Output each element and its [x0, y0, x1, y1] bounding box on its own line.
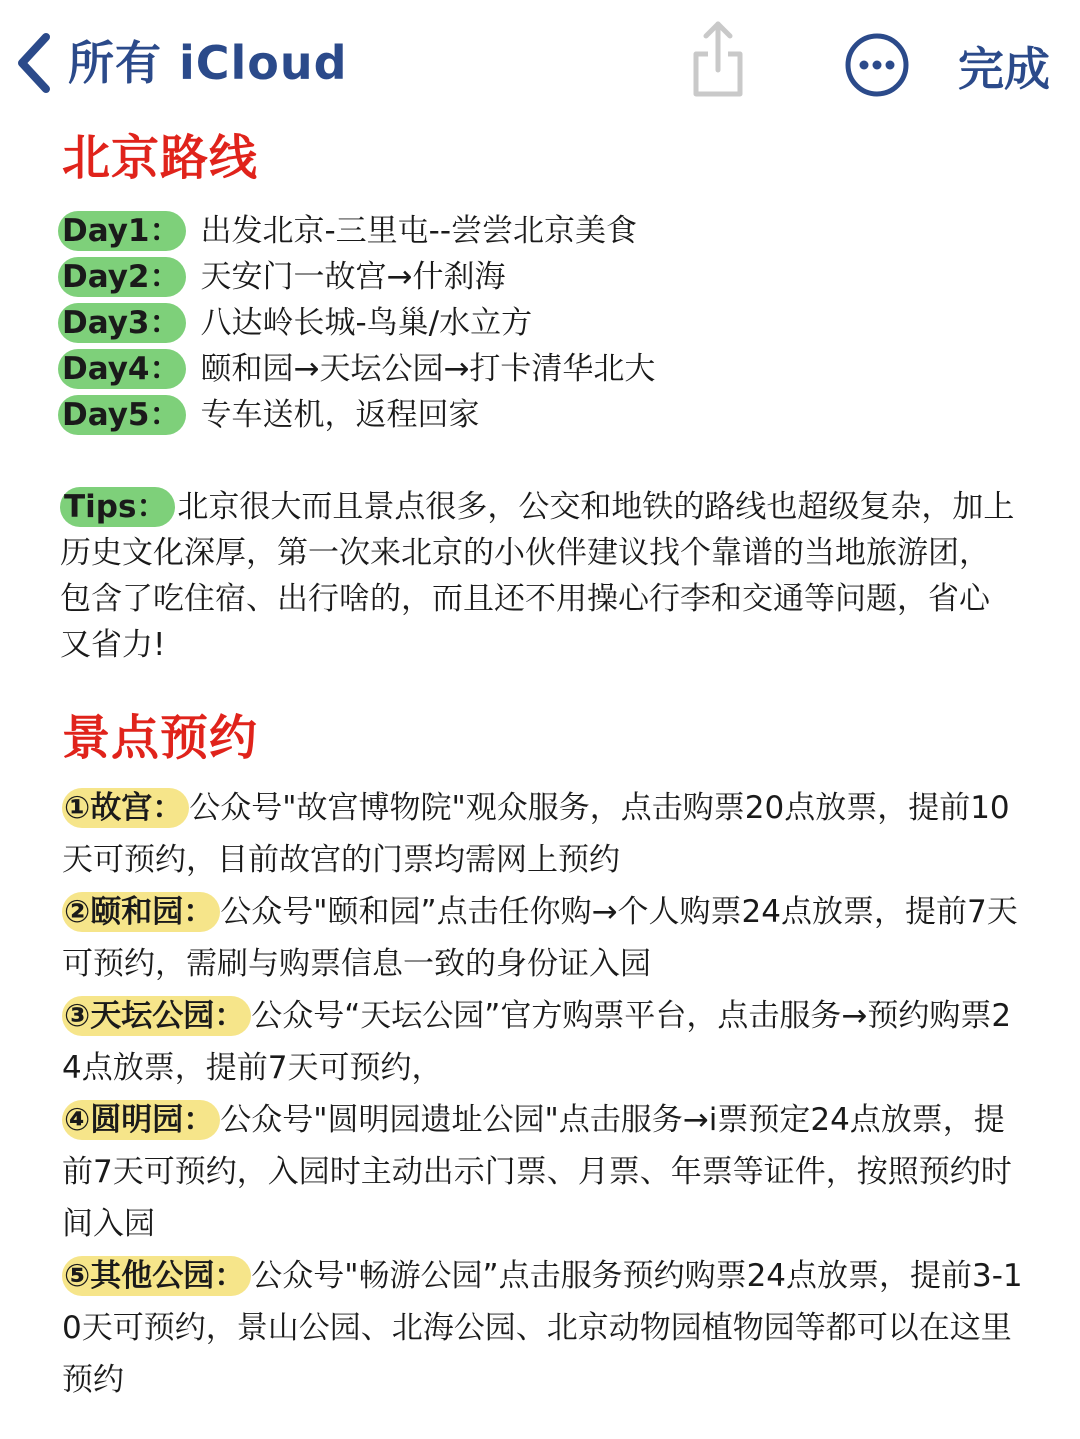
day-tag: Day3： [58, 303, 186, 343]
tips-text: 北京很大而且景点很多，公交和地铁的路线也超级复杂，加上历史文化深厚，第一次来北京的小伙伴建议找个靠谱的当地旅游团，包含了吃住宿、出行啥的，而且还不用操心行李和交通等问题，省心又省力! [60, 489, 1015, 663]
booking-item [62, 782, 1028, 886]
booking-tag: ②颐和园： [62, 892, 220, 932]
day-row [58, 346, 1038, 392]
booking-item [62, 990, 1028, 1094]
booking-tag: ①故宫： [62, 788, 189, 828]
day-itinerary-list [58, 208, 1038, 438]
day-text: 八达岭长城-鸟巢/水立方 [200, 305, 533, 341]
route-section-title: 北京路线 [62, 130, 259, 186]
booking-section-title: 景点预约 [62, 710, 259, 766]
chevron-left-icon [14, 31, 54, 95]
booking-text: 公众号“天坛公园”官方购票平台，点击服务→预约购票24点放票，提前7天可预约， [62, 998, 1012, 1086]
booking-text: 公众号"故宫博物院"观众服务，点击购票20点放票，提前10天可预约，目前故宫的门票均需网上预约 [62, 790, 1010, 878]
done-button[interactable]: 完成 [958, 42, 1050, 96]
more-icon[interactable] [844, 32, 910, 98]
day-text: 天安门一故宫→什刹海 [200, 259, 506, 295]
day-text: 颐和园→天坛公园→打卡清华北大 [200, 351, 656, 387]
booking-list [62, 782, 1028, 1406]
day-tag: Day5： [58, 395, 186, 435]
share-icon[interactable] [688, 18, 748, 98]
booking-text: 公众号"颐和园”点击任你购→个人购票24点放票，提前7天可预约，需刷与购票信息一致的身份证入园 [62, 894, 1018, 982]
booking-item [62, 886, 1028, 990]
tips-tag: Tips： [60, 487, 175, 527]
tips-paragraph [60, 484, 1020, 668]
day-row [58, 208, 1038, 254]
back-button-label: 所有 iCloud [68, 36, 348, 90]
booking-tag: ⑤其他公园： [62, 1256, 251, 1296]
booking-text: 公众号"圆明园遗址公园"点击服务→i票预定24点放票，提前7天可预约，入园时主动出示门票、月票、年票等证件，按照预约时间入园 [62, 1102, 1012, 1242]
day-text: 出发北京-三里屯--尝尝北京美食 [200, 213, 638, 249]
day-text: 专车送机，返程回家 [200, 397, 480, 433]
back-button[interactable] [14, 28, 348, 98]
booking-tag: ④圆明园： [62, 1100, 220, 1140]
day-row [58, 300, 1038, 346]
day-row [58, 254, 1038, 300]
day-tag: Day4： [58, 349, 186, 389]
day-row [58, 392, 1038, 438]
booking-item [62, 1250, 1028, 1406]
day-tag: Day1： [58, 211, 186, 251]
day-tag: Day2： [58, 257, 186, 297]
top-nav-bar [0, 0, 1080, 120]
booking-item [62, 1094, 1028, 1250]
booking-text: 公众号"畅游公园”点击服务预约购票24点放票，提前3-10天可预约，景山公园、北海公园、北京动物园植物园等都可以在这里预约 [62, 1258, 1023, 1398]
booking-tag: ③天坛公园： [62, 996, 251, 1036]
